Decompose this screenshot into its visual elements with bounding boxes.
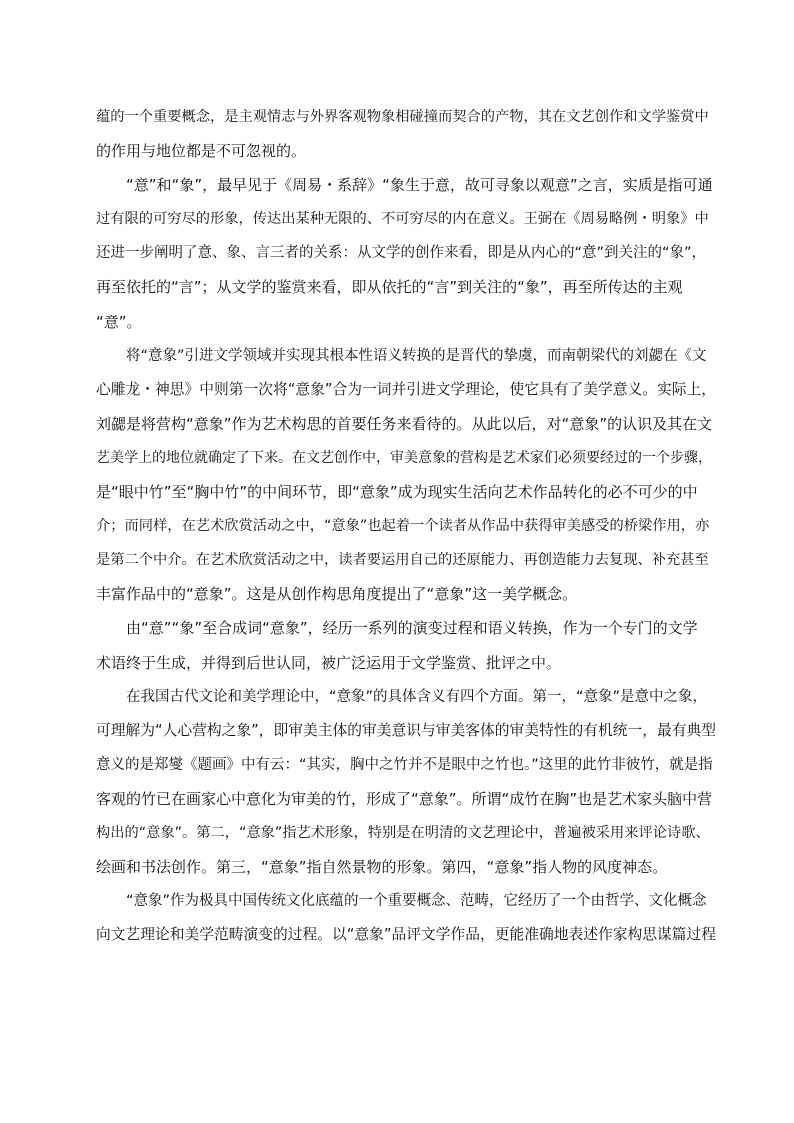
body-text xyxy=(96,100,716,952)
text-line: 是“眼中竹”至“胸中竹”的中间环节，即“意象”成为现实生活向艺术作品转化的必不可少的中 xyxy=(96,483,698,502)
text-line: 将“意象”引进文学领域并实现其根本性语义转换的是晋代的挚虞，而南朝梁代的刘勰在《文 xyxy=(126,347,707,364)
text-line: 刘勰是将营构“意象”作为艺术构思的首要任务来看待的。从此以后，对“意象”的认识及其在文 xyxy=(96,414,713,433)
text-line: 在我国古代文论和美学理论中，“意象”的具体含义有四个方面。第一，“意象”是意中之象， xyxy=(126,688,708,705)
text-line: 术语终于生成，并得到后世认同，被广泛运用于文学鉴赏、批评之中。 xyxy=(96,653,562,672)
text-line: 由“意”“象”至合成词“意象”，经历一系列的演变过程和语义转换，作为一个专门的文学 xyxy=(126,619,698,638)
text-line: 再至依托的“言”；从文学的鉴赏来看，即从依托的“言”到关注的“象”，再至所传达的主观 xyxy=(96,278,683,297)
text-line: 客观的竹已在画家心中意化为审美的竹，形成了“意象”。所谓“成竹在胸”也是艺术家头脑中营 xyxy=(96,789,713,808)
text-line: 意义的是郑燮《题画》中有云：“其实，胸中之竹并不是眼中之竹也。”这里的此竹非彼竹，就是指 xyxy=(96,756,713,773)
text-line: 构出的“意象”。第二，“意象”指艺术形象，特别是在明清的文艺理论中，普遍被采用来评论诗歌、 xyxy=(96,824,710,841)
text-line: 是第二个中介。在艺术欣赏活动之中，读者要运用自己的还原能力、再创造能力去复现、补充甚至 xyxy=(96,552,709,569)
text-line: 丰富作品中的“意象”。这是从创作构思角度提出了“意象”这一美学概念。 xyxy=(96,585,578,604)
text-line: “意象”作为极具中国传统文化底蕴的一个重要概念、范畴，它经历了一个由哲学、文化概念 xyxy=(126,893,707,910)
text-line: 向文艺理论和美学范畴演变的过程。以“意象”品评文学作品，更能准确地表述作家构思谋篇过程 xyxy=(96,926,717,944)
text-line: “意”。 xyxy=(96,312,142,331)
text-line: 介；而同样，在艺术欣赏活动之中，“意象”也起着一个读者从作品中获得审美感受的桥梁作用，亦 xyxy=(96,518,710,535)
text-line: 的作用与地位都是不可忽视的。 xyxy=(96,142,307,161)
text-line: 艺美学上的地位就确定了下来。在文艺创作中，审美意象的营构是艺术家们必须要经过的一个步骤， xyxy=(96,449,712,466)
text-line: “意”和“象”，最早见于《周易・系辞》“象生于意，故可寻象以观意”之言，实质是指可通 xyxy=(126,176,713,195)
text-line: 过有限的可穷尽的形象，传达出某种无限的、不可穷尽的内在意义。王弼在《周易略例・明象》中 xyxy=(96,211,709,228)
text-line: 心雕龙・神思》中则第一次将“意象”合为一词并引进文学理论，使它具有了美学意义。实际上， xyxy=(96,380,717,398)
text-line: 还进一步阐明了意、象、言三者的关系：从文学的创作来看，即是从内心的“意”到关注的“象”， xyxy=(96,245,707,262)
text-line: 蕴的一个重要概念，是主观情志与外界客观物象相碰撞而契合的产物，其在文艺创作和文学鉴赏中 xyxy=(96,109,709,125)
text-line: 可理解为“人心营构之象”，即审美主体的审美意识与审美客体的审美特性的有机统一，最有典型 xyxy=(96,721,717,739)
text-line: 绘画和书法创作。第三，“意象”指自然景物的形象。第四，“意象”指人物的风度神态。 xyxy=(96,858,668,877)
